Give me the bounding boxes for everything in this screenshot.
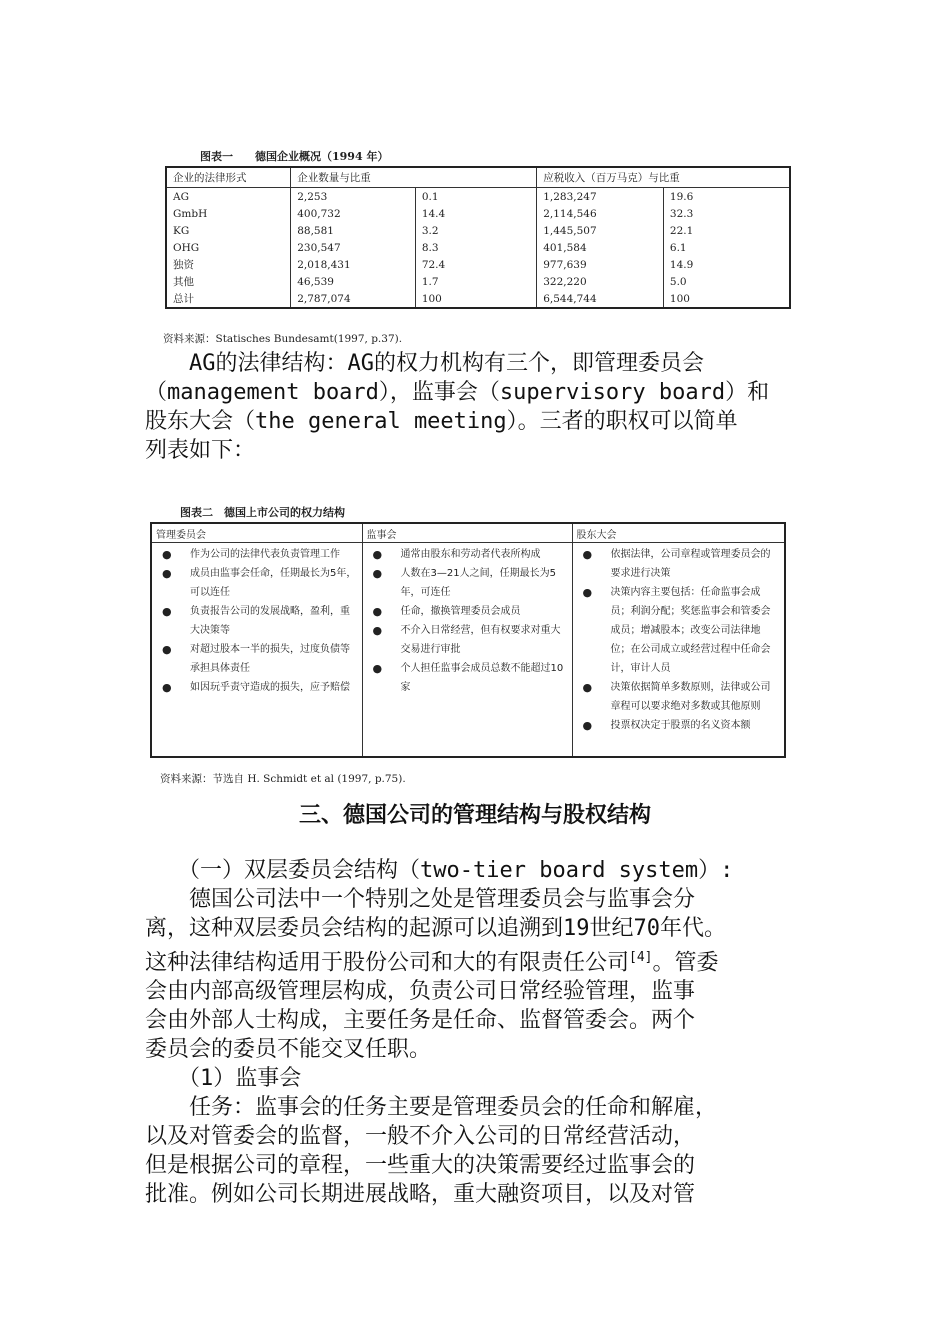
list-item xyxy=(156,564,358,602)
table-cell: 400,732 xyxy=(291,205,416,222)
table-cell: 3.2 xyxy=(415,222,536,239)
list-item-text: 如因玩乎责守造成的损失，应予赔偿 xyxy=(190,682,350,693)
table-cell: 2,787,074 xyxy=(291,290,416,308)
body-line: 批准。例如公司长期进展战略，重大融资项目，以及对管 xyxy=(145,1182,696,1208)
table-cell: 22.1 xyxy=(663,222,790,239)
list-item-text: 人数在3—21人之间，任期最长为5年，可连任 xyxy=(400,568,556,598)
list-item xyxy=(577,545,781,583)
list-item xyxy=(156,602,358,640)
table-cell: 8.3 xyxy=(415,239,536,256)
table-row xyxy=(166,290,790,308)
table-cell: 977,639 xyxy=(537,256,664,273)
table-cell: AG xyxy=(166,188,291,206)
bullet-icon: ● xyxy=(372,662,383,675)
list-item xyxy=(367,659,568,697)
col-header-legal-form: 企业的法律形式 xyxy=(166,167,291,188)
footnote-ref[interactable]: [4] xyxy=(629,950,653,965)
body-line: 会由内部高级管理层构成，负责公司日常经验管理，监事 xyxy=(145,979,696,1005)
table-row xyxy=(166,256,790,273)
list-item xyxy=(367,602,568,621)
supervisory-board-duties xyxy=(367,545,568,697)
list-item-text: 不介入日常经营，但有权要求对重大交易进行审批 xyxy=(400,625,561,655)
intro-paragraph xyxy=(145,349,769,465)
table-cell: 6.1 xyxy=(663,239,790,256)
list-item-text: 成员由监事会任命，任期最长为5年，可以连任 xyxy=(190,568,357,598)
table-cell: 230,547 xyxy=(291,239,416,256)
table1-caption: 图表一 德国企业概况（1994 年） xyxy=(200,150,389,163)
list-item xyxy=(367,545,568,564)
table-cell: 88,581 xyxy=(291,222,416,239)
intro-line: 股东大会（the general meeting）。三者的职权可以简单 xyxy=(145,409,738,434)
table-cell: 2,018,431 xyxy=(291,256,416,273)
col-header-general-meeting: 股东大会 xyxy=(572,523,785,543)
bullet-icon: ● xyxy=(582,719,593,732)
table-cell: GmbH xyxy=(166,205,291,222)
body-line: 会由外部人士构成，主要任务是任命、监督管委会。两个 xyxy=(145,1008,696,1034)
list-item-text: 投票权决定于股票的名义资本额 xyxy=(610,720,751,731)
table-cell: KG xyxy=(166,222,291,239)
body-line: 任务：监事会的任务主要是管理委员会的任命和解雇， xyxy=(145,1095,718,1121)
list-item-text: 任命，撤换管理委员会成员 xyxy=(400,606,521,617)
table2-source: 资料来源：节选自 H. Schmidt et al (1997, p.75). xyxy=(160,773,406,785)
table-row xyxy=(166,273,790,290)
table-cell: 46,539 xyxy=(291,273,416,290)
bullet-icon: ● xyxy=(162,681,172,694)
list-item xyxy=(367,564,568,602)
body-line-tail: 。管委 xyxy=(652,950,719,976)
col-header-supervisory-board: 监事会 xyxy=(362,523,572,543)
power-structure-table xyxy=(150,522,786,758)
list-item-text: 通常由股东和劳动者代表所构成 xyxy=(400,549,541,560)
table-cell: 19.6 xyxy=(663,188,790,206)
table-row xyxy=(166,239,790,256)
intro-line: （management board），监事会（supervisory board）和 xyxy=(145,380,770,405)
bullet-icon: ● xyxy=(372,624,383,637)
body-line: （一）双层委员会结构（two-tier board system）: xyxy=(145,858,734,883)
list-item-text: 决策内容主要包括：任命监事会成员；利润分配；奖惩监事会和管委会成员；增减股本；改变公司法律地位；在公司成立或经营过程中任命会计，审计人员 xyxy=(610,587,771,674)
table-cell: 总计 xyxy=(166,290,291,308)
bullet-icon: ● xyxy=(162,567,172,580)
body-line: 离，这种双层委员会结构的起源可以追溯到19世纪70年代。 xyxy=(145,916,726,941)
table-cell: 100 xyxy=(663,290,790,308)
table-row xyxy=(166,205,790,222)
body-line: 但是根据公司的章程，一些重大的决策需要经过监事会的 xyxy=(145,1153,696,1179)
table-row xyxy=(166,222,790,239)
table-cell: 322,220 xyxy=(537,273,664,290)
table2-caption: 图表二 德国上市公司的权力结构 xyxy=(180,506,345,519)
list-item-text: 负责报告公司的发展战略，盈利，重大决策等 xyxy=(190,606,350,636)
table-cell: 5.0 xyxy=(663,273,790,290)
bullet-icon: ● xyxy=(582,548,593,561)
table-cell: 2,253 xyxy=(291,188,416,206)
section-heading: 三、德国公司的管理结构与股权结构 xyxy=(298,803,651,828)
table1-source: 资料来源：Statisches Bundesamt(1997, p.37). xyxy=(163,333,403,345)
table-cell: 2,114,546 xyxy=(537,205,664,222)
bullet-icon: ● xyxy=(582,681,593,694)
list-item-text: 决策依据简单多数原则，法律或公司章程可以要求绝对多数或其他原则 xyxy=(610,682,771,712)
bullet-icon: ● xyxy=(372,567,383,580)
col-header-count-share: 企业数量与比重 xyxy=(291,167,537,188)
list-item xyxy=(577,583,781,678)
table-cell: 0.1 xyxy=(415,188,536,206)
table-cell: 1,445,507 xyxy=(537,222,664,239)
body-line-text: 这种法律结构适用于股份公司和大的有限责任公司 xyxy=(145,950,630,976)
col-header-revenue-share: 应税收入（百万马克）与比重 xyxy=(537,167,790,188)
table-cell: 14.9 xyxy=(663,256,790,273)
list-item-text: 个人担任监事会成员总数不能超过10家 xyxy=(400,663,564,693)
bullet-icon: ● xyxy=(162,548,172,561)
list-item xyxy=(156,678,358,697)
bullet-icon: ● xyxy=(582,586,593,599)
bullet-icon: ● xyxy=(372,548,383,561)
intro-line: AG的法律结构：AG的权力机构有三个，即管理委员会 xyxy=(145,351,704,376)
table-cell: 1,283,247 xyxy=(537,188,664,206)
list-item xyxy=(577,716,781,735)
bullet-icon: ● xyxy=(162,605,172,618)
table-cell: 独资 xyxy=(166,256,291,273)
table-cell: 72.4 xyxy=(415,256,536,273)
table-cell: 14.4 xyxy=(415,205,536,222)
list-item-text: 依据法律，公司章程或管理委员会的要求进行决策 xyxy=(610,549,771,579)
enterprise-overview-table xyxy=(165,166,791,309)
body-line xyxy=(145,943,733,977)
table-row xyxy=(166,188,790,206)
table-cell: 100 xyxy=(415,290,536,308)
table-cell: 6,544,744 xyxy=(537,290,664,308)
body-line: 以及对管委会的监督，一般不介入公司的日常经营活动， xyxy=(145,1124,696,1150)
body-paragraphs xyxy=(145,856,733,1209)
list-item xyxy=(156,640,358,678)
body-line: （1）监事会 xyxy=(145,1066,302,1092)
general-meeting-duties xyxy=(577,545,781,735)
table-cell: OHG xyxy=(166,239,291,256)
table-cell: 其他 xyxy=(166,273,291,290)
table-cell: 32.3 xyxy=(663,205,790,222)
body-line: 委员会的委员不能交叉任职。 xyxy=(145,1037,432,1063)
table-cell: 1.7 xyxy=(415,273,536,290)
body-line: 德国公司法中一个特别之处是管理委员会与监事会分 xyxy=(145,887,696,912)
list-item xyxy=(367,621,568,659)
management-board-duties xyxy=(156,545,358,697)
bullet-icon: ● xyxy=(162,643,172,656)
list-item xyxy=(577,678,781,716)
bullet-icon: ● xyxy=(372,605,383,618)
list-item-text: 对超过股本一半的损失，过度负债等承担具体责任 xyxy=(190,644,350,674)
table-cell: 401,584 xyxy=(537,239,664,256)
intro-line: 列表如下： xyxy=(145,438,256,463)
list-item-text: 作为公司的法律代表负责管理工作 xyxy=(190,549,340,560)
col-header-management-board: 管理委员会 xyxy=(151,523,362,543)
list-item xyxy=(156,545,358,564)
